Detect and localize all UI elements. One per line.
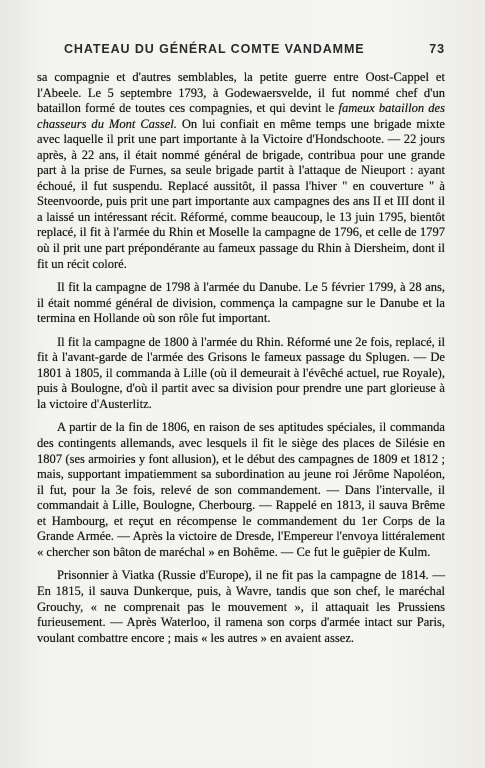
paragraph-1-italic: fameux bataillon des chasseurs du Mont Cassel.	[37, 101, 445, 131]
page-number: 73	[429, 42, 445, 56]
paragraph-1-part-3: On lui confiait en même temps une brigade mixte avec laquelle il prit une part importante à la Victoire d'Hondschoote. — 22 jours après, à 22 ans, il était nommé général de brigade, contribua pour une grande part à la prise de Furnes, sa seule brigade partit à l'attaque de Nieuport : ayant échoué, il fut suspendu. Replacé aussitôt, il passa l'hiver " en couverture " à Steenvoorde, puis prit une part importante aux campagnes des ans II et III dont il a laissé un intéressant récit. Réformé, comme beaucoup, le 13 juin 1795, bientôt replacé, il fit à l'armée du Rhin et Moselle la campagne de 1796, et celle de 1797 où il prit une part prépondérante au fameux passage du Rhin à Diersheim, dont il fit un récit coloré.	[37, 116, 445, 271]
paragraph-2: Il fit la campagne de 1798 à l'armée du Danube. Le 5 février 1799, à 28 ans, il était nommé général de division, commença la campagne sur le Danube et la termina en Hollande où son rôle fut important.	[37, 280, 445, 326]
paragraph-1	[37, 70, 445, 272]
paragraph-4: A partir de la fin de 1806, en raison de ses aptitudes spéciales, il commanda des contingents allemands, avec lesquels il fit le siège des places de Silésie en 1807 (ses armoiries y font allusion), et le début des campagnes de 1809 et 1812 ; mais, supportant impatiemment sa subordination au jeune roi Jérôme Napoléon, il fut, pour la 3e fois, relevé de son commandement. — Dans l'intervalle, il commandait à Lille, Boulogne, Cherbourg. — Rappelé en 1813, il sauva Brême et Hambourg, et reçut en récompense le commandement du 1er Corps de la Grande Armée. — Après la victoire de Dresde, l'Empereur l'envoya littéralement « chercher son bâton de maréchal » en Bohême. — Ce fut le guêpier de Kulm.	[37, 420, 445, 559]
running-title: CHATEAU DU GÉNÉRAL COMTE VANDAMME	[64, 42, 365, 56]
page-header	[64, 42, 445, 60]
body-text	[37, 70, 445, 646]
paragraph-3: Il fit la campagne de 1800 à l'armée du Rhin. Réformé une 2e fois, replacé, il fit à l'avant-garde de l'armée des Grisons le fameux passage du Splugen. — De 1801 à 1805, il commanda à Lille (où il demeurait à l'évêché actuel, rue Royale), puis à Boulogne, d'où il partit avec sa division pour prendre une part glorieuse à la victoire d'Austerlitz.	[37, 334, 445, 411]
paragraph-1-part-1: sa compagnie et d'autres semblables, la petite guerre entre Oost-Cappel et l'Abeele. Le 5 septembre 1793, à Godewaersvelde, il fut nommé chef d'un bataillon formé de toutes ces compagnies, et qui devint le	[37, 70, 445, 116]
paragraph-5: Prisonnier à Viatka (Russie d'Europe), il ne fit pas la campagne de 1814. — En 1815, il sauva Dunkerque, puis, à Wavre, tandis que son chef, le maréchal Grouchy, « ne comprenait pas le mouvement », il attaquait les Prussiens furieusement. — Après Waterloo, il ramena son corps d'armée intact sur Paris, voulant combattre encore ; mais « les autres » en avaient assez.	[37, 568, 445, 645]
